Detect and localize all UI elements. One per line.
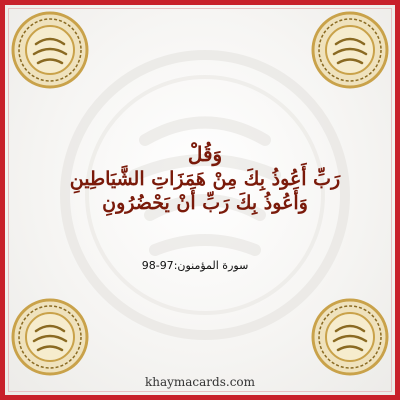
- quran-medallion-icon: [10, 297, 90, 377]
- quran-medallion-icon: [310, 10, 390, 90]
- verse-line: وَأَعُوذُ بِكَ رَبِّ أَنْ يَحْضُرُونِ: [102, 192, 308, 214]
- verse-line: وَقُلْ: [187, 142, 223, 166]
- website-label: khaymacards.com: [144, 375, 256, 389]
- quran-medallion-icon: [310, 297, 390, 377]
- verse-line: رَبِّ أَعُوذُ بِكَ مِنْ هَمَزَاتِ الشَّيَاطِينِ: [69, 168, 341, 190]
- verse-text: [65, 141, 345, 215]
- quran-medallion-icon: [10, 10, 90, 90]
- surah-reference: سورة المؤمنون:97-98: [141, 259, 249, 272]
